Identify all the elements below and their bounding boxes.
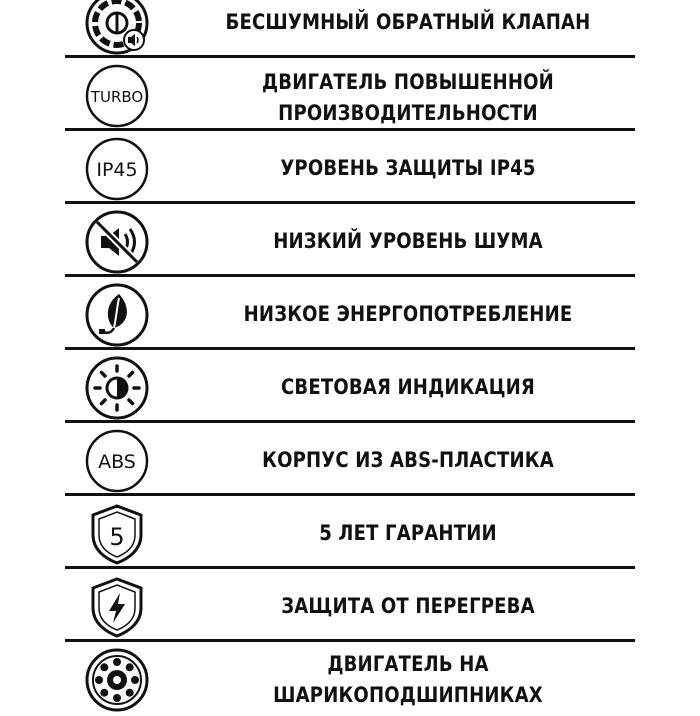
feature-label: 5 ЛЕТ ГАРАНТИИ xyxy=(319,521,497,545)
feature-label: УРОВЕНЬ ЗАЩИТЫ IP45 xyxy=(280,156,536,180)
feature-row-silent-valve xyxy=(0,0,700,57)
feature-row-abs xyxy=(0,422,700,495)
shield-5-icon-text: 5 xyxy=(109,523,125,551)
feature-label: КОРПУС ИЗ ABS-ПЛАСТИКА xyxy=(262,448,554,472)
shield-5-icon xyxy=(84,501,150,567)
feature-label: ЗАЩИТА ОТ ПЕРЕГРЕВА xyxy=(281,594,535,618)
feature-row-turbo xyxy=(0,57,700,130)
ip45-icon xyxy=(84,136,150,202)
ball-bearing-icon xyxy=(84,647,150,713)
turbo-icon-text: TURBO xyxy=(90,88,144,106)
abs-icon xyxy=(84,428,150,494)
feature-row-overheat xyxy=(0,568,700,641)
feature-row-warranty xyxy=(0,495,700,568)
feature-label: НИЗКИЙ УРОВЕНЬ ШУМА xyxy=(273,229,543,253)
light-indicator-icon xyxy=(84,355,150,421)
shield-lightning-icon xyxy=(84,574,150,640)
silent-check-valve-icon xyxy=(84,0,150,56)
turbo-icon xyxy=(84,63,150,129)
feature-label: БЕСШУМНЫЙ ОБРАТНЫЙ КЛАПАН xyxy=(225,10,591,34)
abs-icon-text: ABS xyxy=(98,451,136,473)
ip45-icon-text: IP45 xyxy=(96,159,138,181)
feature-row-light-indicator xyxy=(0,349,700,422)
feature-label: СВЕТОВАЯ ИНДИКАЦИЯ xyxy=(280,375,535,399)
feature-row-low-noise xyxy=(0,203,700,276)
feature-row-low-energy xyxy=(0,276,700,349)
feature-label: ДВИГАТЕЛЬ НА ШАРИКОПОДШИПНИКАХ xyxy=(273,651,543,707)
feature-label: НИЗКОЕ ЭНЕРГОПОТРЕБЛЕНИЕ xyxy=(243,302,573,326)
feature-row-ball-bearing xyxy=(0,641,700,714)
feature-row-ip45 xyxy=(0,130,700,203)
feature-label: ДВИГАТЕЛЬ ПОВЫШЕННОЙ ПРОИЗВОДИТЕЛЬНОСТИ xyxy=(262,69,554,125)
leaf-plug-icon xyxy=(84,282,150,348)
muted-speaker-icon xyxy=(84,209,150,275)
